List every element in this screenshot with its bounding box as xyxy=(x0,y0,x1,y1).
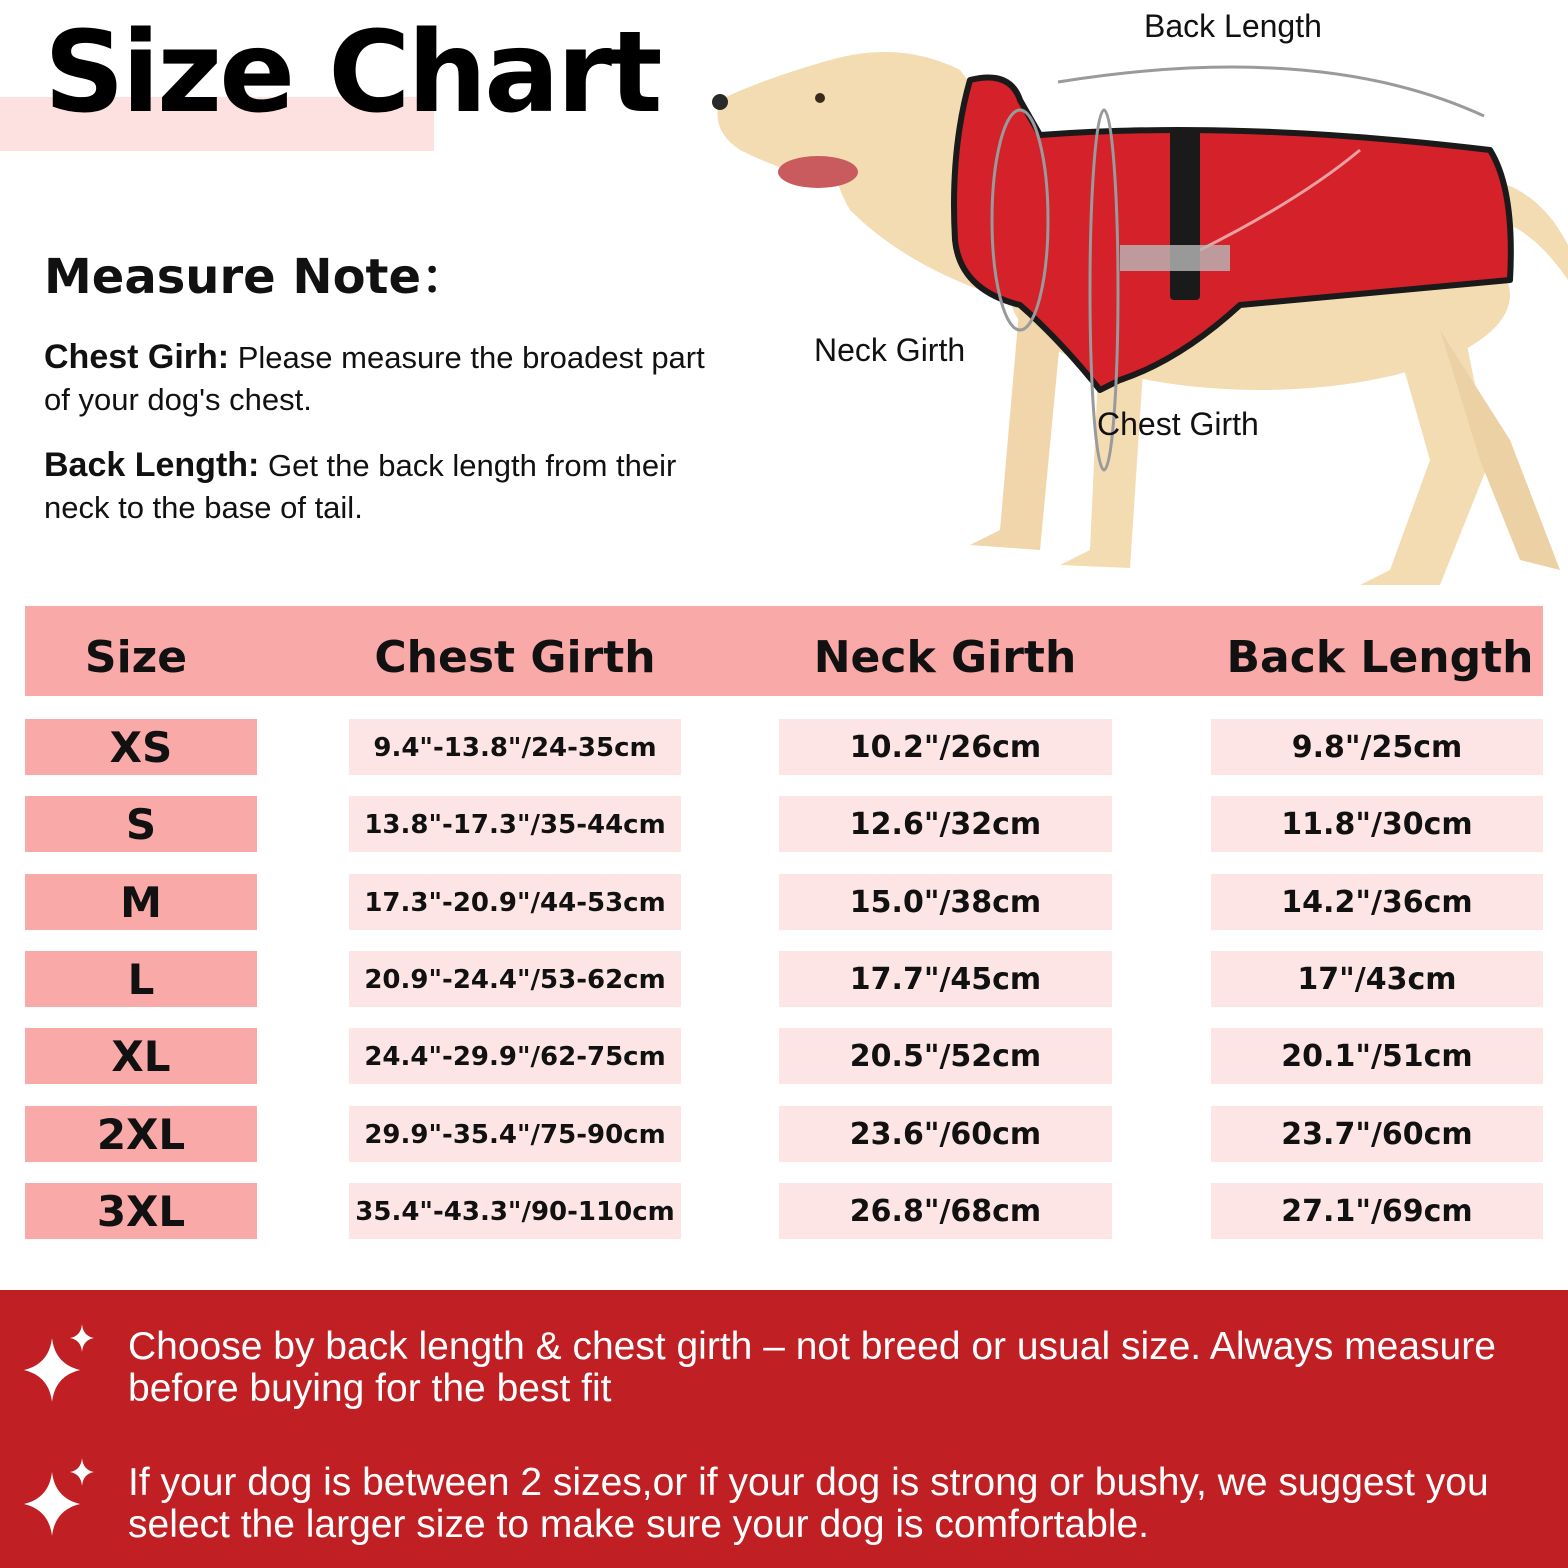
neck-girth-cell: 23.6"/60cm xyxy=(779,1106,1112,1162)
chest-girth-cell: 17.3"-20.9"/44-53cm xyxy=(349,874,681,930)
tip-2: If your dog is between 2 sizes,or if your dog is strong or bushy, we suggest you select the larger size to make sure your dog is comfortable. xyxy=(128,1461,1489,1546)
neck-girth-cell: 26.8"/68cm xyxy=(779,1183,1112,1239)
table-row xyxy=(0,719,1568,775)
neck-girth-cell: 20.5"/52cm xyxy=(779,1028,1112,1084)
back-length-cell: 17"/43cm xyxy=(1211,951,1543,1007)
table-row xyxy=(0,1106,1568,1162)
chest-note xyxy=(44,336,714,421)
table-row xyxy=(0,796,1568,852)
neck-girth-label: Neck Girth xyxy=(814,332,966,368)
size-cell: XL xyxy=(25,1028,257,1084)
chest-girth-cell: 9.4"-13.8"/24-35cm xyxy=(349,719,681,775)
back-length-line xyxy=(1058,67,1484,116)
table-row xyxy=(0,951,1568,1007)
measure-note-title: Measure Note： xyxy=(44,249,470,305)
size-cell: 2XL xyxy=(25,1106,257,1162)
column-header-size: Size xyxy=(84,632,188,683)
chest-girth-label: Chest Girth xyxy=(1097,406,1259,442)
neck-girth-cell: 17.7"/45cm xyxy=(779,951,1112,1007)
neck-girth-cell: 15.0"/38cm xyxy=(779,874,1112,930)
chest-note-text: Please measure the broadest part of your dog's chest. xyxy=(44,340,705,417)
back-length-cell: 9.8"/25cm xyxy=(1211,719,1543,775)
size-cell: 3XL xyxy=(25,1183,257,1239)
size-cell: M xyxy=(25,874,257,930)
chest-note-label: Chest Girh: xyxy=(44,338,230,376)
back-note-label: Back Length: xyxy=(44,446,260,484)
chest-girth-cell: 29.9"-35.4"/75-90cm xyxy=(349,1106,681,1162)
neck-girth-cell: 10.2"/26cm xyxy=(779,719,1112,775)
strap xyxy=(1170,130,1200,300)
tip-1: Choose by back length & chest girth – not breed or usual size. Always measure before buying for the best fit xyxy=(128,1325,1496,1410)
column-header-neck-girth: Neck Girth xyxy=(813,632,1077,683)
table-row xyxy=(0,1183,1568,1239)
chest-girth-cell: 13.8"-17.3"/35-44cm xyxy=(349,796,681,852)
back-length-cell: 11.8"/30cm xyxy=(1211,796,1543,852)
chest-girth-cell: 20.9"-24.4"/53-62cm xyxy=(349,951,681,1007)
back-length-cell: 14.2"/36cm xyxy=(1211,874,1543,930)
size-cell: L xyxy=(25,951,257,1007)
back-note-text: Get the back length from their neck to the base of tail. xyxy=(44,448,677,525)
table-row xyxy=(0,1028,1568,1084)
sparkle-icon xyxy=(22,1324,98,1404)
back-length-cell: 27.1"/69cm xyxy=(1211,1183,1543,1239)
dog-illustration xyxy=(700,40,1568,600)
neck-girth-cell: 12.6"/32cm xyxy=(779,796,1112,852)
table-row xyxy=(0,874,1568,930)
back-note xyxy=(44,444,714,529)
size-cell: S xyxy=(25,796,257,852)
size-cell: XS xyxy=(25,719,257,775)
back-length-label: Back Length xyxy=(1144,8,1322,44)
chest-girth-cell: 35.4"-43.3"/90-110cm xyxy=(349,1183,681,1239)
back-length-cell: 20.1"/51cm xyxy=(1211,1028,1543,1084)
page-title: Size Chart xyxy=(44,8,660,138)
column-header-chest-girth: Chest Girth xyxy=(374,632,656,683)
chest-girth-cell: 24.4"-29.9"/62-75cm xyxy=(349,1028,681,1084)
column-header-back-length: Back Length xyxy=(1226,632,1534,683)
sparkle-icon xyxy=(22,1458,98,1538)
back-length-cell: 23.7"/60cm xyxy=(1211,1106,1543,1162)
dog-diagram xyxy=(700,8,1568,600)
table-header xyxy=(25,606,1543,696)
footer-tips xyxy=(0,1290,1568,1568)
title-area xyxy=(0,0,720,170)
